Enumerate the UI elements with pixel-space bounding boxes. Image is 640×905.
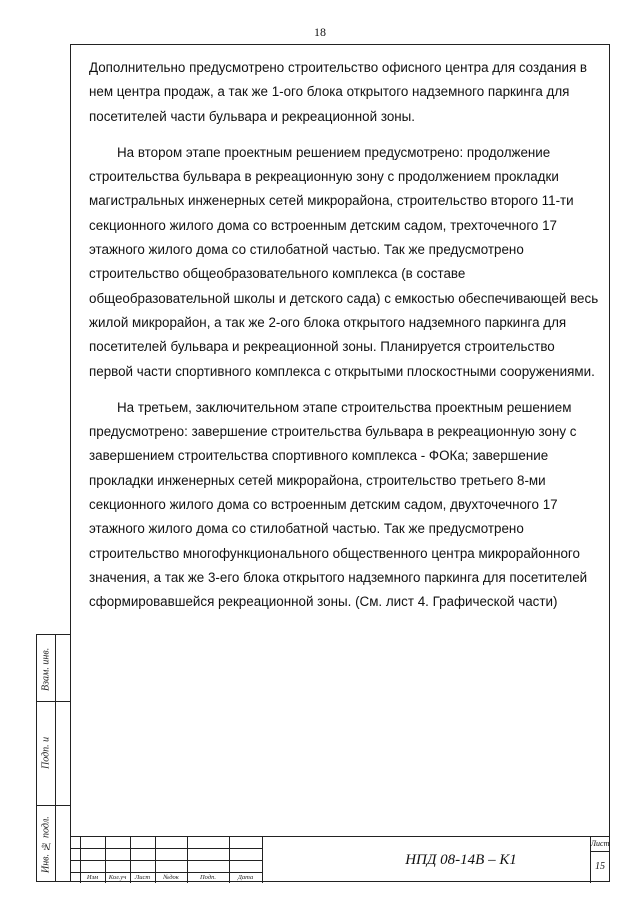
side-stamp-label-inventory: Инв. № подл. [40,816,52,874]
sheet-label: Лист [590,839,610,848]
document-body [89,56,599,627]
paragraph-stage-three: На третьем, заключительном этапе строительства проектным решением предусмотрено: завершение строительства бульвара в рекреационную зону с завершением строительства спортивного комплекса - ФОКа; завершение прокладки инженерных сетей микрорайона, строительство третьего 8-ми секционного жилого дома со встроенным детским садом, двухточечного 17 этажного жилого дома со стилобатной частью. Так же предусмотрено строительство многофункционального общественного центра микрорайонного значения, а так же 3-его блока открытого надземного паркинга для посетителей сформировавшейся рекреационной зоны. (См. лист 4. Графической части) [89,399,588,610]
paragraph-stage-two: На втором этапе проектным решением предусмотрено: продолжение строительства бульвара в рекреационную зону с продолжением прокладки магистральных инженерных сетей микрорайона, строительство второго 11-ти секционного жилого дома со встроенным детским садом, трехточечного 17 этажного жилого дома со стилобатной частью. Так же предусмотрено строительство общеобразовательного комплекса (в составе общеобразовательной школы и детского сада) с емкостью обеспечивающей весь жилой микрорайон, а так же 2-ого блока открытого надземного паркинга для посетителей бульвара и рекреационной зоны. Планируется строительство первой части спортивного комплекса с открытыми плоскостными сооружениями. [89,144,599,379]
title-block [70,836,610,882]
column-label-sheet: Лист [134,874,151,881]
sheet-number: 15 [595,861,605,872]
column-label-doc-number: №док [163,874,179,881]
document-code: НПД 08-14В – К1 [405,851,517,868]
column-label-date: Дата [237,874,254,881]
page-number: 18 [314,25,326,39]
side-stamp-label-replacement: Взам. инв. [40,647,52,691]
side-stamp [36,634,70,882]
column-label-count: Кол.уч [108,874,127,881]
side-stamp-label-signature: Подп. и [40,736,52,770]
column-label-change: Изм [86,874,99,881]
column-label-signature: Подп. [199,874,217,881]
paragraph-intro: Дополнительно предусмотрено строительство офисного центра для создания в нем центра продаж, а так же 1-ого блока открытого надземного паркинга для посетителей части бульвара и рекреационной зоны. [89,60,588,124]
